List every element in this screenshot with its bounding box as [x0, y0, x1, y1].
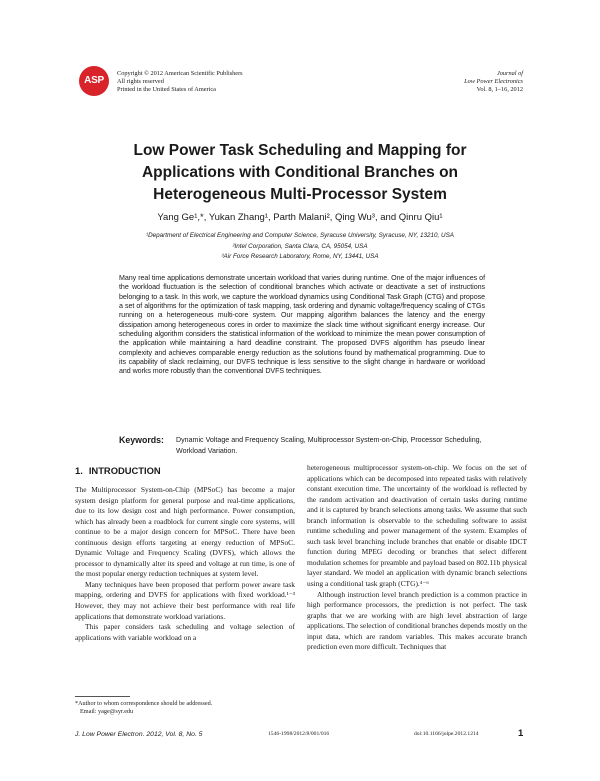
paragraph: heterogeneous multiprocessor system-on-chip. We focus on the set of applications which can be decomposed into repeated tasks with relatively constant execution time. The uncertainty of the workload is reflected by the random activation and deactivation of certain tasks during runtime and it is captured by branch selections among tasks. We assume that such branch information is observable to the scheduling software to assist runtime scheduling and power management of the system. Examples of such task level branching include branches that enable or disable IDCT function during MPEG decoding or branches that select different modulation schemes for preamble and payload based on 802.11b physical layer standard. We model an application with dynamic branch selections using a conditional task graph (CTG).⁴⁻⁶ [307, 463, 527, 589]
left-column [75, 465, 295, 643]
header-copyright-block [117, 70, 243, 95]
header-journal-block [464, 70, 523, 95]
printed-line: Printed in the United States of America [117, 86, 216, 94]
affiliations [60, 231, 540, 263]
publisher-logo [79, 66, 109, 96]
paragraph: Although instruction level branch prediction is a common practice in high performance processors, the prediction is not perfect. The task graphs that we are working with are high level abstraction of large applications. The selection of conditional branches depends mostly on the input data, which are random variables. This makes accurate branch prediction even more difficult. Techniques that [307, 589, 527, 652]
journal-prefix: Journal of [496, 70, 523, 77]
paragraph: Many techniques have been proposed that perform power aware task mapping, ordering and DVFS for applications with fixed workload.¹⁻³ However, they may not achieve their best performance with real life applications that demonstrate workload variations. [75, 579, 295, 621]
footer-issn: 1546-1998/2012/8/001/016 [268, 731, 330, 737]
keywords-label: Keywords: [119, 435, 164, 445]
keywords-text: Dynamic Voltage and Frequency Scaling, Multiprocessor System-on-Chip, Processor Scheduling, Workload Variation. [176, 436, 482, 455]
paper-title [60, 140, 540, 206]
paragraph: The Multiprocessor System-on-Chip (MPSoC) has become a major system design platform for general purpose and real-time applications, due to its low design cost and high performance. Power consumption, which has already been a roadblock for current single core systems, will continue to be a major design concern for MPSoC. There have been continuous design efforts targeting at energy reduction of MPSoC. Dynamic Voltage and Frequency Scaling (DVFS), which allows the processor to dynamically alter its speed and voltage at run time, is one of the most popular energy reduction techniques at system level. [75, 485, 295, 579]
author-list: Yang Ge¹,*, Yukan Zhang¹, Parth Malani², Qing Wu³, and Qinru Qiu¹ [157, 212, 443, 223]
footnote-divider [75, 696, 130, 697]
title-line: Applications with Conditional Branches on [141, 164, 459, 181]
footnote-author: *Author to whom correspondence should be addressed. [75, 700, 213, 707]
journal-name: Low Power Electronics [464, 78, 523, 86]
abstract: Many real time applications demonstrate uncertain workload that varies during runtime. One of the major influences of the workload fluctuation is the selection of conditional branches which activate or deactivate a set of instructions belonging to a task. In this work, we capture the workload dynamics using Conditional Task Graph (CTG) and propose a set of algorithms for the optimization of task mapping, task ordering and dynamic voltage/frequency scaling of CTGs running on a heterogeneous multi-core system. Our mapping algorithm balances the latency and the energy dissipation among heterogeneous cores in order to maximize the slack time without significant energy increase. Our scheduling algorithm considers the statistical information of the workload to minimize the mean power consumption of the application while maintaining a hard deadline constraint. The proposed DVFS algorithm has pseudo linear complexity and achieves comparable energy reduction as the solutions found by mathematical programming. Due to its capability of slack reclaiming, our DVFS technique is less sensitive to the slight change in hardware or workload and works more robustly than the conventional DVFS techniques. [119, 274, 485, 376]
right-column [307, 463, 527, 653]
section-title: INTRODUCTION [88, 465, 161, 476]
copyright-line: Copyright © 2012 American Scientific Publishers [117, 70, 243, 77]
footer-journal: J. Low Power Electron. 2012, Vol. 8, No. 5 [75, 731, 203, 738]
rights-line: All rights reserved [117, 78, 164, 86]
title-line: Low Power Task Scheduling and Mapping for [133, 142, 467, 159]
footnote-email: Email: yage@syr.edu [80, 708, 134, 716]
affiliation-line: ³Air Force Research Laboratory, Rome, NY, 13441, USA [221, 253, 379, 260]
journal-volume: Vol. 8, 1–16, 2012 [476, 86, 523, 94]
footnote [75, 700, 212, 717]
affiliation-line: ²Intel Corporation, Santa Clara, CA, 95054, USA [232, 242, 368, 250]
section-heading [75, 465, 295, 477]
title-line: Heterogeneous Multi-Processor System [153, 186, 447, 203]
affiliation-line: ¹Department of Electrical Engineering and Computer Science, Syracuse University, Syracuse, NY, 13210, USA [146, 232, 454, 239]
logo-text: ASP [84, 75, 104, 86]
section-number: 1. [75, 465, 83, 476]
paragraph: This paper considers task scheduling and voltage selection of applications with variable workload on a [75, 622, 295, 642]
footer-doi: doi:10.1166/jolpe.2012.1214 [414, 731, 479, 737]
page-number: 1 [518, 728, 524, 739]
